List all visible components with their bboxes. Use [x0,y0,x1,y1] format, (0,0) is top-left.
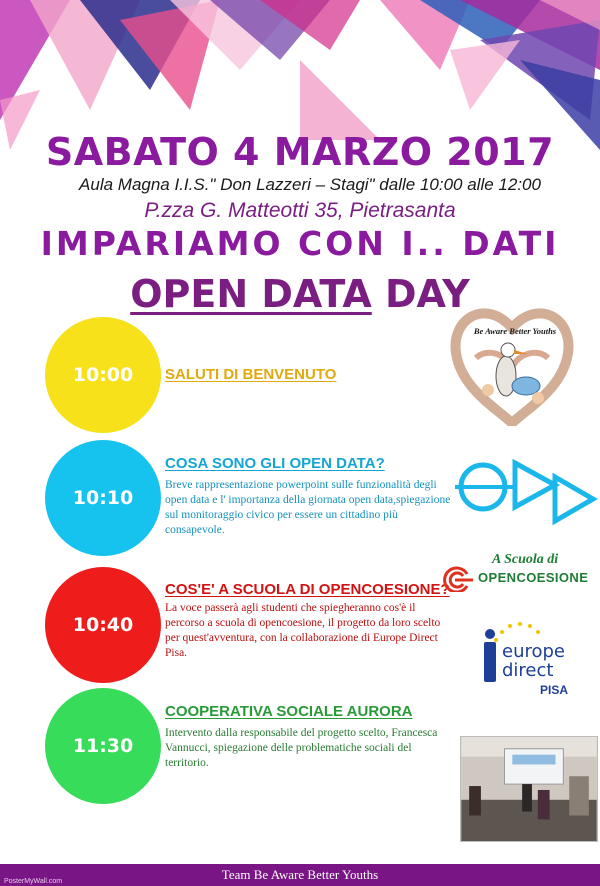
schedule-item-body-3: La voce passerà agli studenti che spiegheranno cos'è il percorso a scuola di opencoesione, il progetto da loro scelto per quest'avventura, con la collaborazione di Europe Direct Pisa. [165,602,441,659]
europe-direct-line3: PISA [540,683,569,697]
time-circle-1: 10:00 [45,317,161,433]
europe-direct-line2: direct [502,660,554,681]
event-title-open-data: OPEN DATA [130,272,372,316]
asoc-logo-line1: A Scuola di [492,552,559,567]
be-aware-better-youths-logo [446,298,578,426]
event-venue: Aula Magna I.I.S." Don Lazzeri – Stagi" dalle 10:00 alle 12:00 [79,175,541,194]
schedule-item-title-2: COSA SONO GLI OPEN DATA? [165,455,385,472]
time-circle-2: 10:10 [45,440,161,556]
europe-direct-line1: europe [502,641,565,662]
bab-logo-text: Be Aware Better Youths [473,326,557,336]
event-title-day: DAY [371,272,470,316]
schedule-item-title-4: COOPERATIVA SOCIALE AURORA [165,703,413,720]
event-photo [460,736,598,842]
event-date: SABATO 4 MARZO 2017 [45,130,555,174]
schedule-item-body-4: Intervento dalla responsabile del progetto scelto, Francesca Vannucci, spiegazione delle problematiche sociali del territorio. [165,727,438,769]
time-circle-3: 10:40 [45,567,161,683]
event-address: P.zza G. Matteotti 35, Pietrasanta [144,199,456,222]
geometric-header-decoration [0,0,600,150]
time-circle-4: 11:30 [45,688,161,804]
asoc-logo-line2: OPENCOESIONE [478,570,589,585]
schedule-item-body-2: Breve rappresentazione powerpoint sulle funzionalità degli open data e l' importanza della giornata open data,spiegazione sul monitoraggio civico per essere un cittadino più consapevole. [165,479,451,536]
event-subtitle: IMPARIAMO CON I.. DATI [40,224,560,263]
open-data-day-logo [455,455,600,525]
footer-bar [0,864,600,886]
watermark: PosterMyWall.com [4,878,63,885]
schedule-item-title-3: COS'E' A SCUOLA DI OPENCOESIONE? [165,581,450,598]
schedule-item-title-1: SALUTI DI BENVENUTO [165,366,337,383]
footer-text: Team Be Aware Better Youths [221,867,379,882]
